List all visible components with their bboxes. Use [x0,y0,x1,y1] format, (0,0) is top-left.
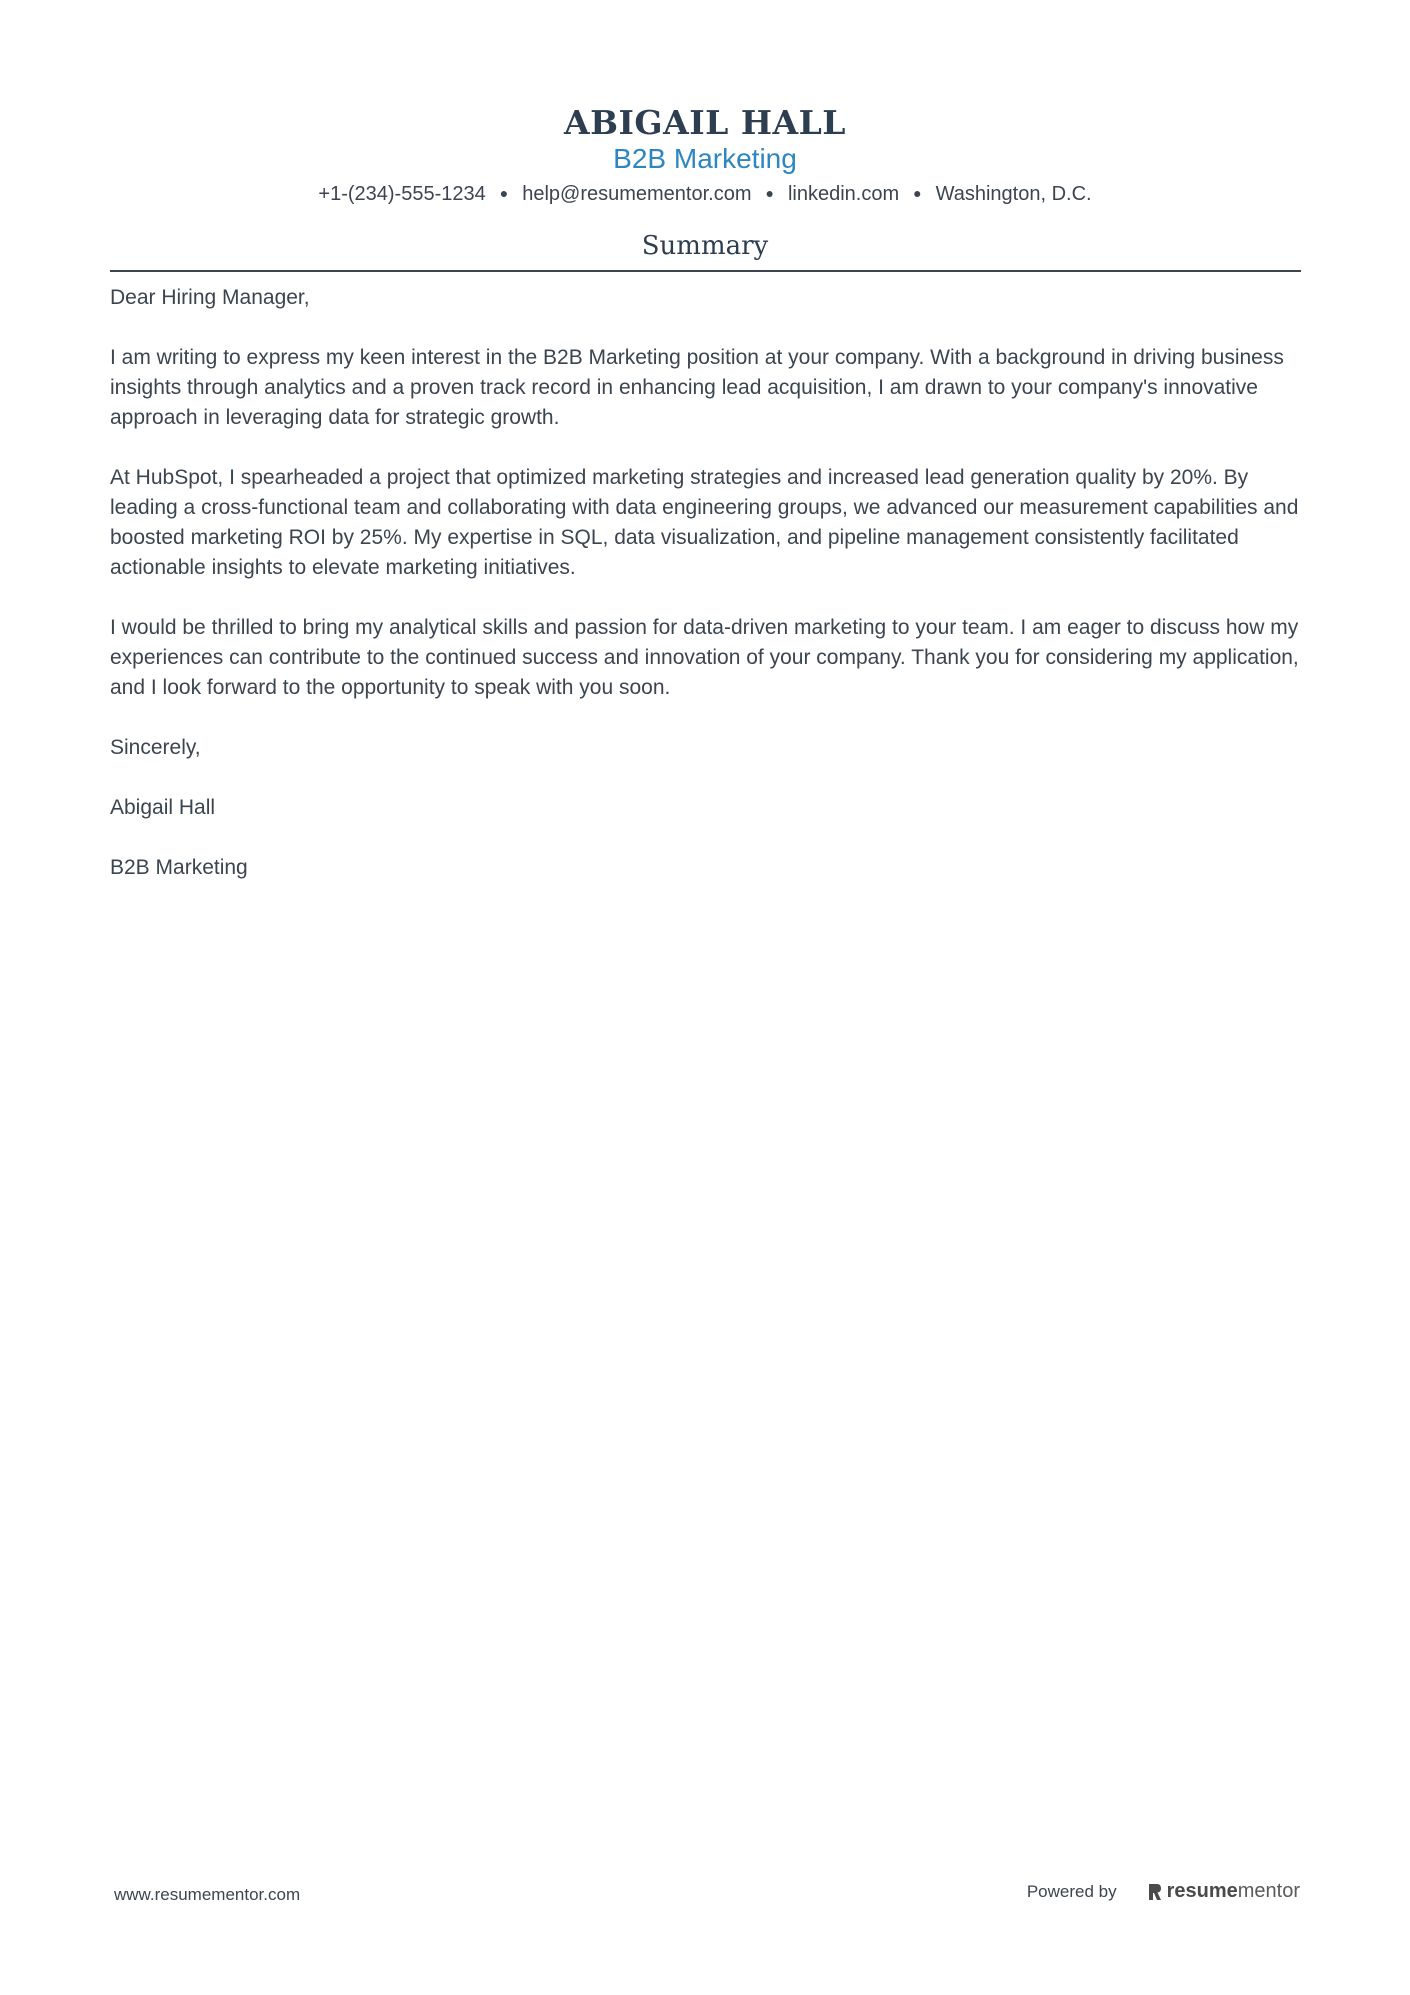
resumementor-logo-icon [1147,1882,1163,1902]
website-link[interactable]: linkedin.com [787,183,900,205]
signature-name: Abigail Hall [110,796,216,819]
footer-website[interactable]: www.resumementor.com [114,1885,301,1904]
paragraph: I would be thrilled to bring my analytical skills and passion for data-driven marketing to your team. I am eager to discuss how my experiences can contribute to the continued success and innovation of your company. Thank you for considering my application, and I look forward to the opportunity to speak with you soon. [110,616,1299,699]
brand-logo[interactable] [1147,1880,1300,1903]
paragraph: I am writing to express my keen interest in the B2B Marketing position at your company. With a background in driving business insights through analytics and a proven track record in enhancing lead acquisition, I am drawn to your company's innovative approach in leveraging data for strategic growth. [110,346,1284,429]
bullet-separator: ● [499,185,509,201]
job-title: B2B Marketing [613,143,797,174]
paragraph: At HubSpot, I spearheaded a project that optimized marketing strategies and increased lead generation quality by 20%. By leading a cross-functional team and collaborating with data engineering groups, we advanced our measurement capabilities and boosted marketing ROI by 25%. My expertise in SQL, data visualization, and pipeline management consistently facilitated actionable insights to elevate marketing initiatives. [110,466,1299,579]
brand-name-bold: resume [1166,1880,1238,1902]
greeting: Dear Hiring Manager, [110,286,310,309]
letter-body [110,283,1310,913]
location: Washington, D.C. [935,183,1092,205]
applicant-name: ABIGAIL HALL [563,103,847,142]
section-title: Summary [641,231,769,261]
signature-title: B2B Marketing [110,856,248,879]
contact-line [0,180,1410,207]
header [0,100,1410,207]
bullet-separator: ● [913,185,922,201]
section-divider [110,270,1301,272]
closing: Sincerely, [110,736,201,759]
phone: +1-(234)-555-1234 [318,183,486,205]
powered-by-label: Powered by [1026,1881,1117,1901]
brand-name-light: mentor [1237,1880,1300,1902]
footer-branding [1027,1880,1300,1903]
bullet-separator: ● [765,185,774,201]
email[interactable]: help@resumementor.com [522,183,752,205]
